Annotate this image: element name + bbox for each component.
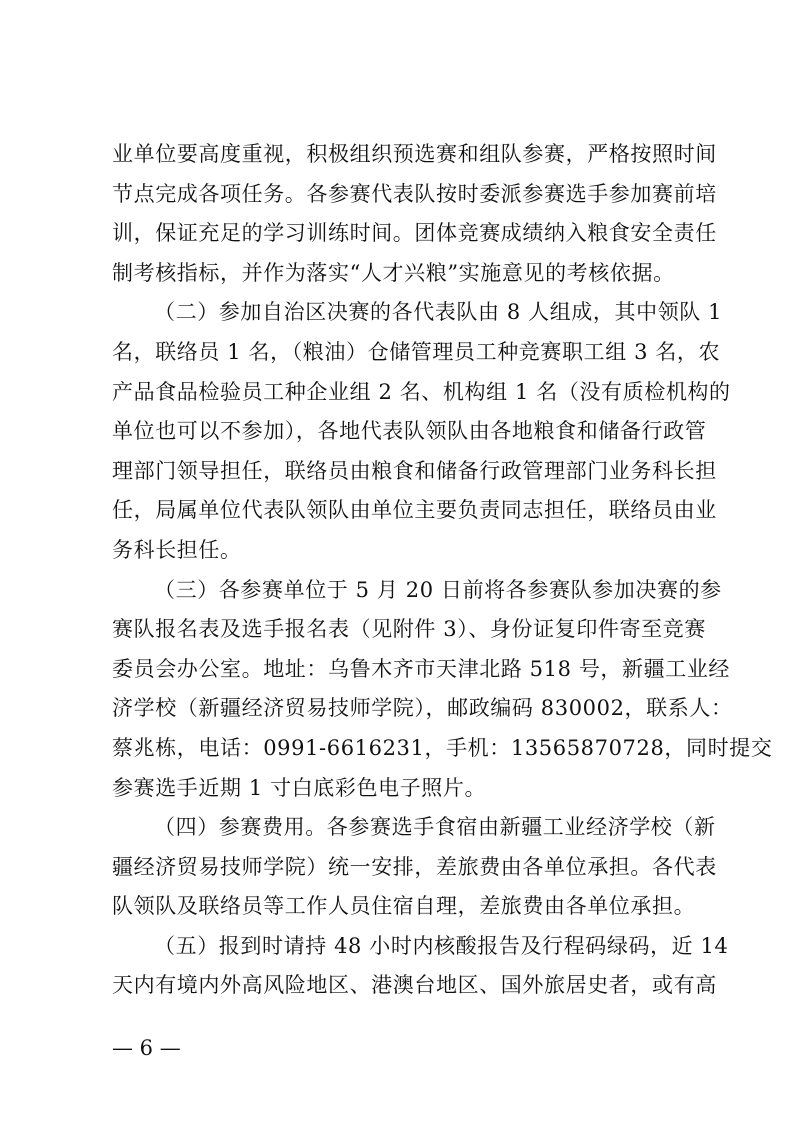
- paragraph: [112, 293, 731, 570]
- text-line: 队领队及联络员等工作人员住宿自理，差旅费由各单位承担。: [112, 894, 696, 919]
- text-line: 疆经济贸易技师学院）统一安排，差旅费由各单位承担。各代表: [112, 854, 717, 879]
- text-line: 赛队报名表及选手报名表（见附件 3）、身份证复印件寄至竞赛: [112, 617, 706, 642]
- text-line: （五）报到时请持 48 小时内核酸报告及行程码绿码，近 14: [154, 933, 729, 958]
- text-line: 蔡兆栋，电话：0991-6616231，手机：13565870728，同时提交: [112, 735, 773, 760]
- text-line: 名，联络员 1 名，（粮油）仓储管理员工种竞赛职工组 3 名，农: [112, 339, 721, 364]
- text-line: （四）参赛费用。各参赛选手食宿由新疆工业经济学校（新: [154, 815, 716, 840]
- text-line: 制考核指标，并作为落实“人才兴粮”实施意见的考核依据。: [112, 260, 675, 285]
- text-line: 委员会办公室。地址：乌鲁木齐市天津北路 518 号，新疆工业经: [112, 656, 731, 681]
- text-line: 天内有境内外高风险地区、港澳台地区、国外旅居史者，或有高: [112, 973, 717, 998]
- text-line: 参赛选手近期 1 寸白底彩色电子照片。: [112, 775, 487, 800]
- text-line: 训，保证充足的学习训练时间。团体竞赛成绩纳入粮食安全责任: [112, 221, 717, 246]
- text-line: 任，局属单位代表队领队由单位主要负责同志担任，联络员由业: [112, 498, 717, 523]
- text-line: 务科长担任。: [112, 537, 242, 562]
- paragraph: [112, 571, 773, 809]
- paragraph: [112, 135, 717, 293]
- text-line: 节点完成各项任务。各参赛代表队按时委派参赛选手参加赛前培: [112, 181, 717, 206]
- text-line: 业单位要高度重视，积极组织预选赛和组队参赛，严格按照时间: [112, 142, 717, 166]
- paragraph: [112, 808, 717, 927]
- text-line: 单位也可以不参加），各地代表队领队由各地粮食和储备行政管: [112, 419, 707, 444]
- body-text: [112, 135, 773, 1006]
- text-line: 产品食品检验员工种企业组 2 名、机构组 1 名（没有质检机构的: [112, 379, 731, 404]
- text-line: （三）各参赛单位于 5 月 20 日前将各参赛队参加决赛的参: [154, 577, 722, 602]
- text-line: （二）参加自治区决赛的各代表队由 8 人组成，其中领队 1: [154, 300, 723, 325]
- text-line: 济学校（新疆经济贸易技师学院），邮政编码 830002，联系人：: [112, 696, 733, 721]
- text-line: 理部门领导担任，联络员由粮食和储备行政管理部门业务科长担: [112, 458, 717, 483]
- page-number: — 6 —: [112, 1036, 181, 1060]
- paragraph: [112, 927, 729, 1006]
